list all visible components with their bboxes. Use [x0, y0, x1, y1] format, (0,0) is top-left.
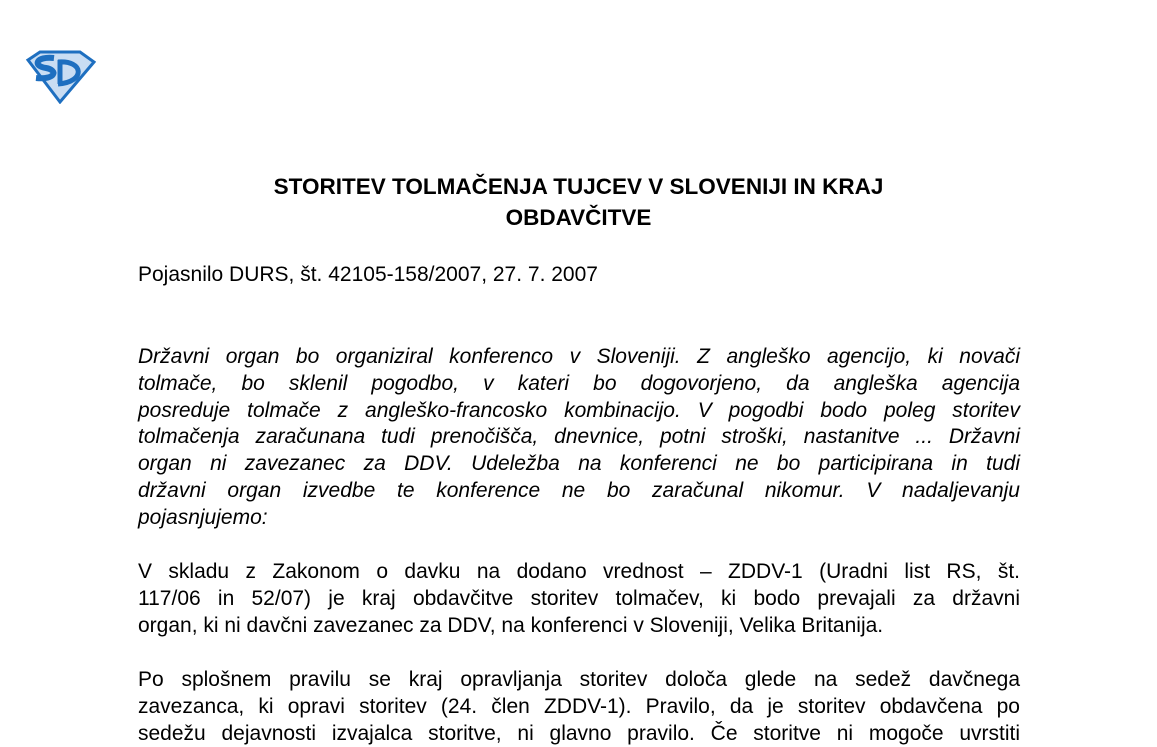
- text-line: Po splošnem pravilu se kraj opravljanja storitev določa glede na sedež davčnega: [138, 668, 1020, 691]
- rule-paragraph: [138, 667, 1020, 747]
- text-line: posreduje tolmače z angleško-francosko kombinacijo. V pogodbi bodo poleg storitev: [138, 398, 1020, 422]
- question-paragraph: [138, 344, 1020, 532]
- document-title: [0, 171, 1157, 233]
- text-line: V skladu z Zakonom o davku na dodano vrednost – ZDDV-1 (Uradni list RS, št.: [138, 560, 1020, 583]
- text-line: pojasnjujemo:: [138, 505, 268, 529]
- text-line: zavezanca, ki opravi storitev (24. člen ZDDV-1). Pravilo, da je storitev obdavčena po: [138, 694, 1020, 718]
- company-logo: [22, 50, 96, 104]
- text-line: 117/06 in 52/07) je kraj obdavčitve storitev tolmačev, ki bodo prevajali za državni: [138, 586, 1020, 610]
- text-line: državni organ izvedbe te konference ne bo zaračunal nikomur. V nadaljevanju: [138, 478, 1020, 502]
- text-line: tolmačenja zaračunana tudi prenočišča, dnevnice, potni stroški, nastanitve ... Državni: [138, 425, 1020, 449]
- text-line: organ ni zavezanec za DDV. Udeležba na konferenci ne bo participirana in tudi: [138, 452, 1020, 476]
- text-line: organ, ki ni davčni zavezanec za DDV, na konferenci v Sloveniji, Velika Britanija.: [138, 613, 884, 637]
- text-line: tolmače, bo sklenil pogodbo, v kateri bo dogovorjeno, da angleška agencija: [138, 371, 1020, 395]
- title-line: OBDAVČITVE: [505, 205, 652, 230]
- text-line: Državni organ bo organiziral konferenco v Sloveniji. Z angleško agencijo, ki novači: [138, 345, 1020, 368]
- logo-shield-icon: [22, 50, 96, 104]
- title-line: STORITEV TOLMAČENJA TUJCEV V SLOVENIJI IN KRAJ: [273, 174, 884, 199]
- reference-line: Pojasnilo DURS, št. 42105-158/2007, 27. 7. 2007: [138, 263, 598, 286]
- text-line: sedežu dejavnosti izvajalca storitve, ni glavno pravilo. Če storitve ni mogoče uvrstiti: [138, 721, 1020, 745]
- answer-paragraph: [138, 559, 1020, 639]
